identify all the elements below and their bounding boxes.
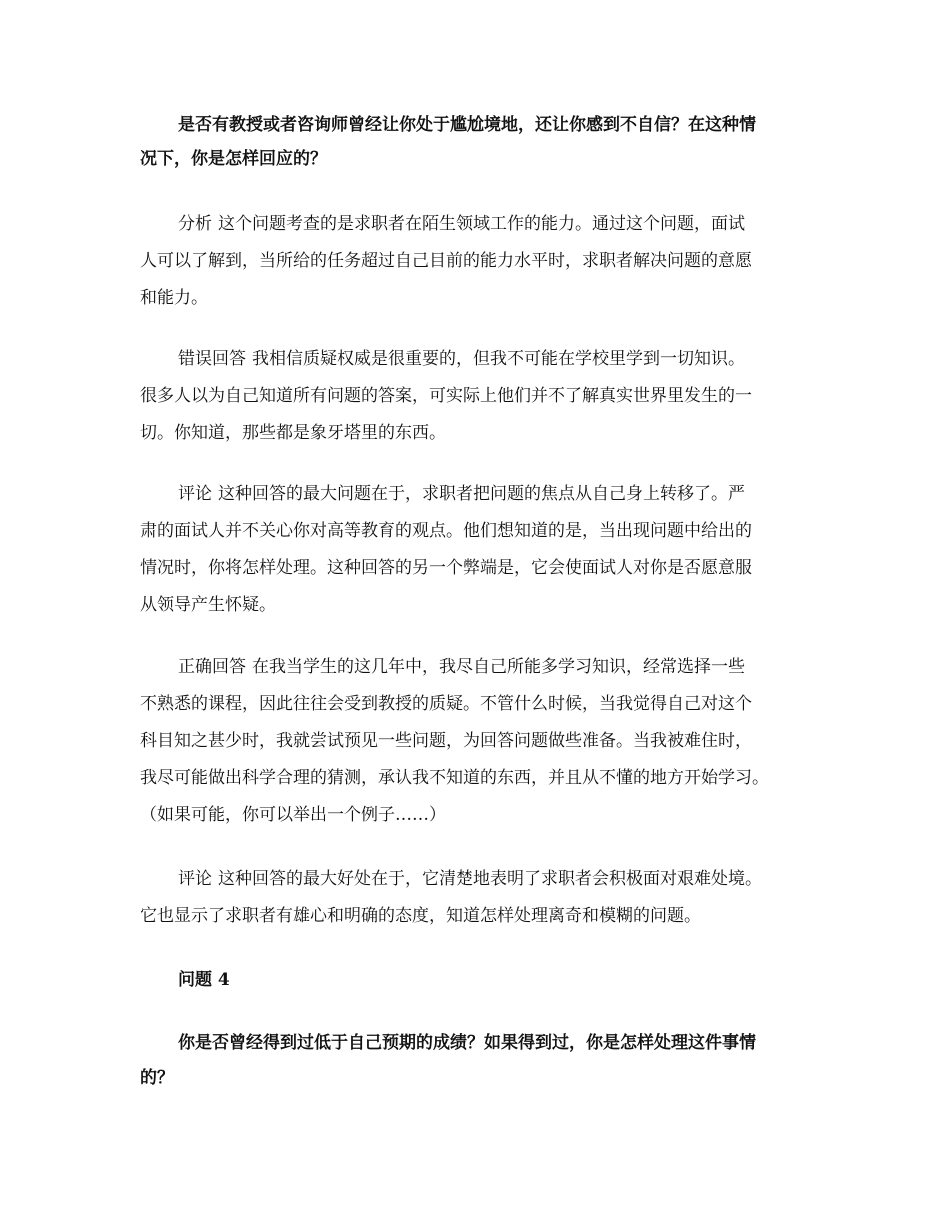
comment-1-line-1 (178, 482, 868, 506)
wrong-answer-text-1: 我相信质疑权威是很重要的，但我不可能在学校里学到一切知识。 (252, 349, 745, 369)
analysis-line-2: 人可以了解到，当所给的任务超过自己目前的能力水平时，求职者解决问题的意愿 (140, 251, 752, 271)
correct-answer-line-1 (178, 655, 868, 679)
correct-answer-line-3: 科目知之甚少时，我就尝试预见一些问题，为回答问题做些准备。当我被难住时， (140, 731, 752, 751)
analysis-text-1: 这个问题考查的是求职者在陌生领域工作的能力。通过这个问题，面试 (218, 214, 745, 234)
correct-answer-line-5: （如果可能，你可以举出一个例子……） (140, 805, 446, 825)
comment-2-line-2: 它也显示了求职者有雄心和明确的态度，知道怎样处理离奇和模糊的问题。 (140, 906, 701, 926)
analysis-line-1 (178, 212, 868, 236)
comment-1-line-3: 情况时，你将怎样处理。这种回答的另一个弊端是，它会使面试人对你是否愿意服 (140, 558, 752, 578)
comment-1-text-1: 这种回答的最大问题在于，求职者把问题的焦点从自己身上转移了。严 (218, 484, 745, 504)
wrong-answer-line-2: 很多人以为自己知道所有问题的答案，可实际上他们并不了解真实世界里发生的一 (140, 386, 752, 406)
comment-2-line-1 (178, 867, 868, 891)
correct-answer-label: 正确回答 (178, 657, 246, 677)
correct-answer-line-4: 我尽可能做出科学合理的猜测，承认我不知道的东西，并且从不懂的地方开始学习。 (140, 768, 769, 788)
comment-2-text-1: 这种回答的最大好处在于，它清楚地表明了求职者会积极面对艰难处境。 (218, 869, 762, 889)
question-3-line-2: 况下，你是怎样回应的？ (140, 149, 327, 169)
comment-1-line-2: 肃的面试人并不关心你对高等教育的观点。他们想知道的是，当出现问题中给出的 (140, 521, 752, 541)
wrong-answer-line-3: 切。你知道，那些都是象牙塔里的东西。 (140, 423, 446, 443)
analysis-line-3: 和能力。 (140, 288, 208, 308)
comment-1-label: 评论 (178, 484, 212, 504)
wrong-answer-label: 错误回答 (178, 349, 246, 369)
comment-1-line-4: 从领导产生怀疑。 (140, 595, 276, 615)
question-3-line-1: 是否有教授或者咨询师曾经让你处于尴尬境地，还让你感到不自信？在这种情 (178, 115, 756, 135)
wrong-answer-line-1 (178, 347, 868, 371)
question-4-line-2: 的？ (140, 1068, 174, 1088)
correct-answer-text-1: 在我当学生的这几年中，我尽自己所能多学习知识，经常选择一些 (252, 657, 745, 677)
question-4-heading: 问题 4 (178, 970, 230, 990)
correct-answer-line-2: 不熟悉的课程，因此往往会受到教授的质疑。不管什么时候，当我觉得自己对这个 (140, 694, 752, 714)
comment-2-label: 评论 (178, 869, 212, 889)
question-4-line-1: 你是否曾经得到过低于自己预期的成绩？如果得到过，你是怎样处理这件事情 (178, 1033, 756, 1053)
analysis-label: 分析 (178, 214, 212, 234)
